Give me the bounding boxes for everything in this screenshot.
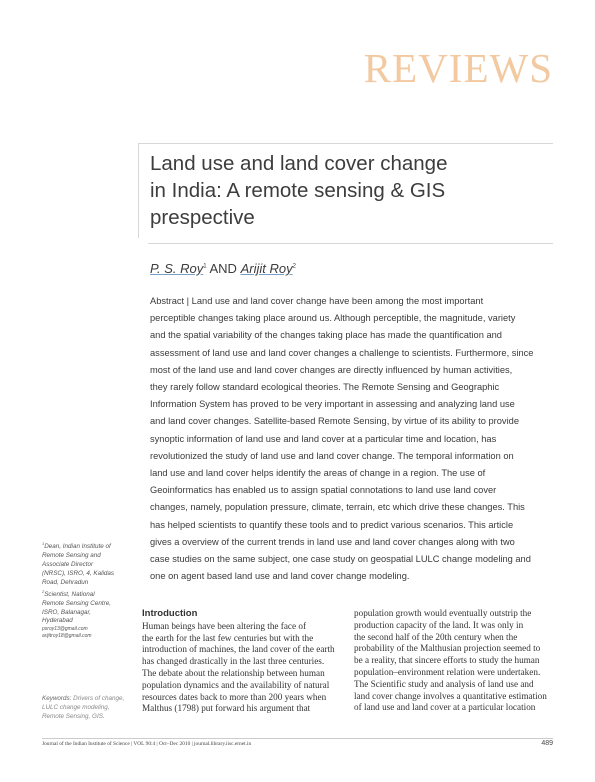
affiliation-line: ISRO, Balanagar,: [42, 608, 92, 616]
abstract-line: assessment of land use and land cover changes a challenge to scientists. Furthermore, since: [150, 347, 534, 358]
keywords-label: Keywords:: [42, 695, 72, 702]
title-line: Land use and land cover change: [150, 152, 448, 175]
title-line: prespective: [150, 206, 255, 229]
article-title: [150, 150, 530, 231]
affiliation-line: [42, 588, 134, 600]
author-sup-2: 2: [292, 263, 296, 270]
body-column-1: [142, 608, 345, 715]
body-line: population–environment relation were undertaken.: [354, 666, 541, 677]
author-sup-1: 1: [203, 263, 207, 270]
footer-journal-info: Journal of the Indian Institute of Science | VOL 90:4 | Oct–Dec 2010 | journal.library.iisc.ernet.in: [42, 741, 252, 747]
body-line: the earth for the last few centuries but with the: [142, 632, 314, 643]
body-line: land cover change involves a quantitative estimation: [354, 690, 547, 701]
abstract: [150, 293, 550, 585]
body-line: introduction of machines, the land cover of the earth: [142, 644, 335, 655]
keyword-text: Drivers of change,: [73, 695, 125, 702]
abstract-line: Geoinformatics has enabled us to assign spatial connotations to land use land cover: [150, 485, 497, 496]
body-line: of land use and land cover at a particular location: [354, 702, 536, 713]
affiliation-text: Dean, Indian Institute of: [44, 543, 111, 551]
author-link-2[interactable]: Arijit Roy: [240, 261, 293, 276]
keywords: [42, 694, 134, 721]
keywords-line: [42, 694, 134, 703]
abstract-line: they rarely follow standard ecological theories. The Remote Sensing and Geographic: [150, 382, 500, 393]
affiliations: [42, 540, 134, 640]
body-line: the second half of the 20th century when the: [354, 631, 518, 642]
body-line: population growth would eventually outstrip the: [354, 608, 532, 618]
body-line: population dynamics and the availability of natural: [142, 679, 330, 690]
keyword-text: Remote Sensing, GIS.: [42, 713, 105, 720]
abstract-line: case studies on the same subject, one case study on geospatial LULC change modeling and: [150, 554, 531, 565]
author-link-1[interactable]: P. S. Roy: [150, 261, 204, 276]
abstract-line: Information System has proved to be very important in assessing and analyzing land use: [150, 399, 515, 410]
email-link-2[interactable]: arijitroy18@gmail.com: [42, 633, 92, 640]
affiliation-line: Road, Dehradun: [42, 578, 89, 586]
author-line: [150, 261, 296, 276]
abstract-line: and the spatial variability of the changes taking place has made the quantification and: [150, 330, 502, 341]
title-left-rule: [138, 143, 139, 238]
abstract-line: gives a overview of the current trends in land use and land cover changes along with two: [150, 536, 515, 547]
email-link-1[interactable]: psroy13@gmail.com: [42, 626, 88, 633]
keyword-text: LULC change modeling,: [42, 704, 110, 711]
affiliation-line: Remote Sensing Centre,: [42, 599, 111, 607]
title-line: in India: A remote sensing & GIS: [150, 179, 446, 202]
abstract-line: perceptible changes taking place around us. Although perceptible, the magnitude, variety: [150, 313, 516, 324]
affiliation-sup-2: 2: [42, 588, 45, 594]
abstract-line: has helped scientists to quantify these tools and to predict various scenarios. This article: [150, 519, 514, 530]
section-heading-introduction: Introduction: [142, 608, 198, 619]
body-line: The Scientific study and analysis of land use and: [354, 678, 534, 689]
body-line: has changed drastically in the last three centuries.: [142, 656, 325, 667]
abstract-line: revolutionized the study of land use and land cover change. The temporal information on: [150, 450, 514, 461]
affiliation-line: Associate Director: [42, 560, 94, 568]
abstract-line: changes, namely, population pressure, climate, terrain, etc which drive these changes. This: [150, 502, 525, 513]
body-line: Human beings have been altering the face of: [142, 620, 307, 631]
abstract-line: land use and land cover helps identify the areas of change in a region. The use of: [150, 468, 486, 479]
footer-rule: [42, 738, 553, 739]
affiliation-line: [42, 540, 134, 552]
abstract-line: one on agent based land use and land cover change modeling.: [150, 571, 410, 582]
affiliation-text: Scientist, National: [44, 590, 95, 598]
abstract-line: most of the land use and land cover changes are directly influenced by human activities,: [150, 364, 513, 375]
body-column-2: [354, 608, 557, 714]
section-label: REVIEWS: [363, 45, 553, 91]
page-number: 489: [541, 740, 553, 747]
affiliation-line: Remote Sensing and: [42, 552, 101, 559]
body-line: production capacity of the land. It was only in: [354, 619, 524, 630]
body-line: be a reality, that sincere efforts to study the human: [354, 655, 540, 666]
affiliation-line: Hyderabad: [42, 617, 73, 625]
body-line: probability of the Malthusian projection seemed to: [354, 643, 541, 654]
author-conjunction: AND: [209, 261, 237, 276]
body-line: Malthus (1798) put forward his argument that: [142, 703, 311, 714]
affiliation-sup-1: 1: [42, 541, 45, 546]
body-line: The debate about the relationship between human: [142, 667, 325, 678]
title-bottom-rule: [148, 243, 553, 244]
abstract-line: and land cover changes. Satellite-based Remote Sensing, by virtue of its ability to provide: [150, 416, 519, 427]
body-line: resources dates back to more than 200 years when: [142, 691, 327, 702]
affiliation-line: (NRSC), ISRO, 4, Kalidas: [42, 569, 115, 577]
abstract-line: Abstract | Land use and land cover change have been among the most important: [150, 296, 484, 306]
abstract-line: synoptic information of land use and land cover at a particular time and location, has: [150, 433, 497, 444]
title-top-rule: [138, 143, 553, 144]
